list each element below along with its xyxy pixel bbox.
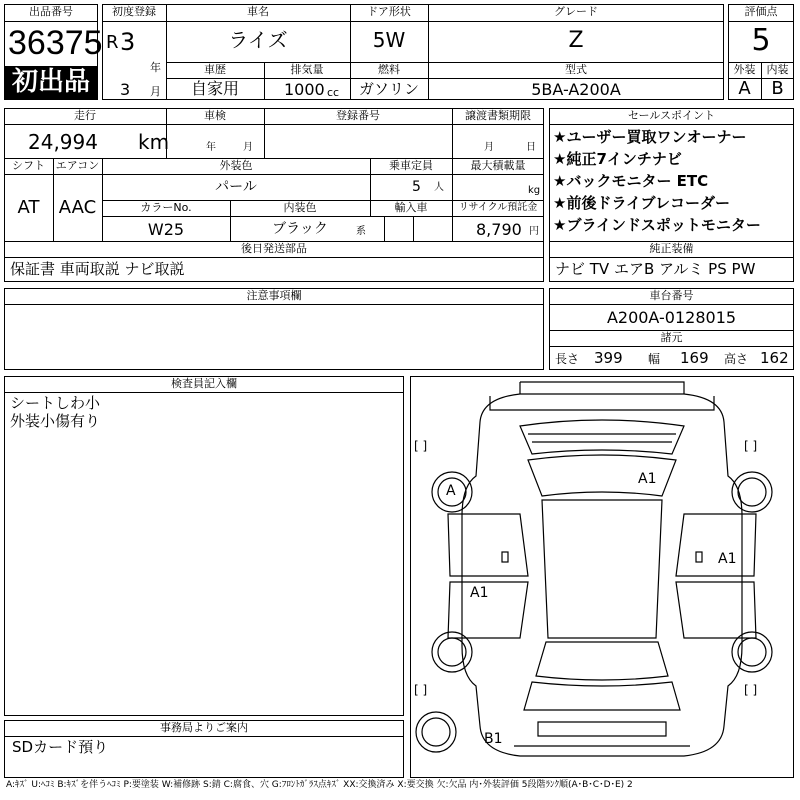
load-label: 最大積載量 bbox=[470, 159, 526, 172]
equipment-value: ナビ TV エアB アルミ PS PW bbox=[555, 260, 756, 278]
colorno-label: カラーNo. bbox=[140, 201, 192, 214]
recycle-label: リサイクル預託金 bbox=[458, 202, 538, 213]
lot-number: 36375 bbox=[8, 24, 103, 62]
model: 5BA-A200A bbox=[531, 80, 621, 99]
regnum-label: 登録番号 bbox=[336, 109, 380, 122]
reg-year-unit: 年 bbox=[150, 61, 161, 74]
chassis-label: 車台番号 bbox=[649, 289, 694, 302]
int-grade: B bbox=[771, 78, 784, 99]
ac-label: エアコン bbox=[55, 159, 100, 172]
score-label: 評価点 bbox=[744, 5, 778, 18]
interior-label: 内装色 bbox=[283, 201, 317, 214]
mileage-unit: km bbox=[138, 130, 170, 154]
history-value: 自家用 bbox=[190, 79, 239, 98]
capacity-value: 5 bbox=[412, 179, 421, 195]
notes-label: 注意事項欄 bbox=[246, 289, 302, 302]
length-value: 399 bbox=[594, 349, 623, 367]
height-label: 高さ bbox=[724, 352, 749, 366]
reg-label: 初度登録 bbox=[112, 5, 156, 18]
recycle-unit: 円 bbox=[529, 226, 539, 237]
width-value: 169 bbox=[680, 349, 709, 367]
shift-value: AT bbox=[17, 197, 40, 218]
grade-label: グレード bbox=[554, 5, 598, 18]
damage-mark-right-door: A1 bbox=[718, 551, 737, 567]
inspector-label: 検査員記入欄 bbox=[171, 377, 237, 390]
car-name-label: 車名 bbox=[247, 5, 269, 18]
bracket-left-2: [ ] bbox=[414, 683, 428, 697]
model-label: 型式 bbox=[565, 63, 587, 76]
fuel-label: 燃料 bbox=[378, 63, 400, 76]
capacity-unit: 人 bbox=[434, 182, 444, 193]
lot-label: 出品番号 bbox=[29, 5, 73, 18]
import-label: 輸入車 bbox=[394, 201, 428, 214]
sales-point-2: ★純正7インチナビ bbox=[553, 150, 682, 168]
inspection-month-unit: 月 bbox=[243, 142, 253, 153]
car-diagram bbox=[410, 376, 794, 778]
office-label: 事務局よりご案内 bbox=[160, 721, 248, 734]
displacement: 1000 bbox=[284, 80, 325, 99]
later-parts-label: 後日発送部品 bbox=[241, 242, 307, 255]
ext-grade: A bbox=[738, 78, 751, 99]
reg-year: 3 bbox=[120, 28, 136, 56]
reg-month-unit: 月 bbox=[150, 85, 161, 98]
width-label: 幅 bbox=[648, 352, 661, 366]
ac-value: AAC bbox=[58, 197, 97, 218]
mileage-value: 24,994 bbox=[28, 130, 98, 154]
inspection-year-unit: 年 bbox=[206, 142, 216, 153]
later-parts-value: 保証書 車両取説 ナビ取説 bbox=[10, 260, 185, 278]
displacement-unit: cc bbox=[327, 86, 340, 99]
load-unit: kg bbox=[528, 185, 541, 196]
damage-mark-rear: B1 bbox=[484, 731, 503, 747]
transfer-month-unit: 月 bbox=[484, 142, 494, 153]
first-listing-label: 初出品 bbox=[11, 67, 90, 97]
history-label: 車歴 bbox=[204, 63, 226, 76]
legend-footer: A:ｷｽﾞ U:ﾍｺﾐ B:ｷｽﾞを伴うﾍｺﾐ P:要塗装 W:補修跡 S:錆 C:腐食、穴 G:ﾌﾛﾝﾄｶﾞﾗｽ点ｷｽﾞ XX:交換済み X:要交換 欠:欠品 内･外装評価 5段階ﾗﾝｸ順(A･B･C･D･E) 2 bbox=[6, 780, 633, 790]
bracket-left-1: [ ] bbox=[414, 439, 428, 453]
door-type: 5W bbox=[372, 28, 406, 52]
sales-point-3: ★バックモニター ETC bbox=[553, 172, 709, 190]
sales-point-1: ★ユーザー買取ワンオーナー bbox=[553, 128, 747, 146]
inspection-label: 車検 bbox=[204, 109, 226, 122]
transfer-day-unit: 日 bbox=[526, 142, 536, 153]
bracket-right-1: [ ] bbox=[744, 439, 758, 453]
capacity-label: 乗車定員 bbox=[389, 159, 433, 172]
sales-point-label: セールスポイント bbox=[627, 109, 715, 122]
interior-value: ブラック bbox=[272, 221, 328, 237]
colorno-value: W25 bbox=[147, 220, 185, 239]
height-value: 162 bbox=[760, 349, 789, 367]
damage-mark-front-left-wheel: A bbox=[446, 483, 456, 499]
equipment-label: 純正装備 bbox=[649, 242, 694, 255]
score-value: 5 bbox=[751, 23, 771, 58]
interior-suffix: 系 bbox=[356, 226, 366, 237]
reg-month: 3 bbox=[120, 80, 131, 99]
chassis-number: A200A-0128015 bbox=[606, 308, 737, 327]
bracket-right-2: [ ] bbox=[744, 683, 758, 697]
recycle-value: 8,790 bbox=[476, 220, 522, 239]
color-label: 外装色 bbox=[219, 159, 253, 172]
shift-label: シフト bbox=[12, 159, 45, 172]
inspector-note-2: 外装小傷有り bbox=[10, 412, 101, 430]
grade: Z bbox=[568, 28, 584, 53]
ext-label: 外装 bbox=[733, 63, 756, 76]
length-label: 長さ bbox=[555, 352, 580, 366]
fuel: ガソリン bbox=[358, 80, 419, 98]
damage-mark-roof: A1 bbox=[638, 471, 657, 487]
mileage-label: 走行 bbox=[74, 109, 96, 122]
color-value: パール bbox=[215, 179, 257, 195]
door-label: ドア形状 bbox=[367, 5, 411, 18]
transfer-label: 譲渡書類期限 bbox=[465, 109, 531, 122]
office-value: SDカード預り bbox=[12, 738, 109, 756]
displacement-label: 排気量 bbox=[290, 63, 324, 76]
car-name: ライズ bbox=[228, 28, 288, 52]
sales-point-4: ★前後ドライブレコーダー bbox=[553, 194, 730, 212]
sales-point-5: ★ブラインドスポットモニター bbox=[553, 216, 761, 234]
damage-mark-left-door: A1 bbox=[470, 585, 489, 601]
dims-label: 諸元 bbox=[660, 331, 683, 344]
reg-era: R bbox=[106, 32, 119, 53]
inspector-note-1: シートしわ小 bbox=[10, 394, 101, 412]
int-label: 内装 bbox=[766, 63, 789, 76]
